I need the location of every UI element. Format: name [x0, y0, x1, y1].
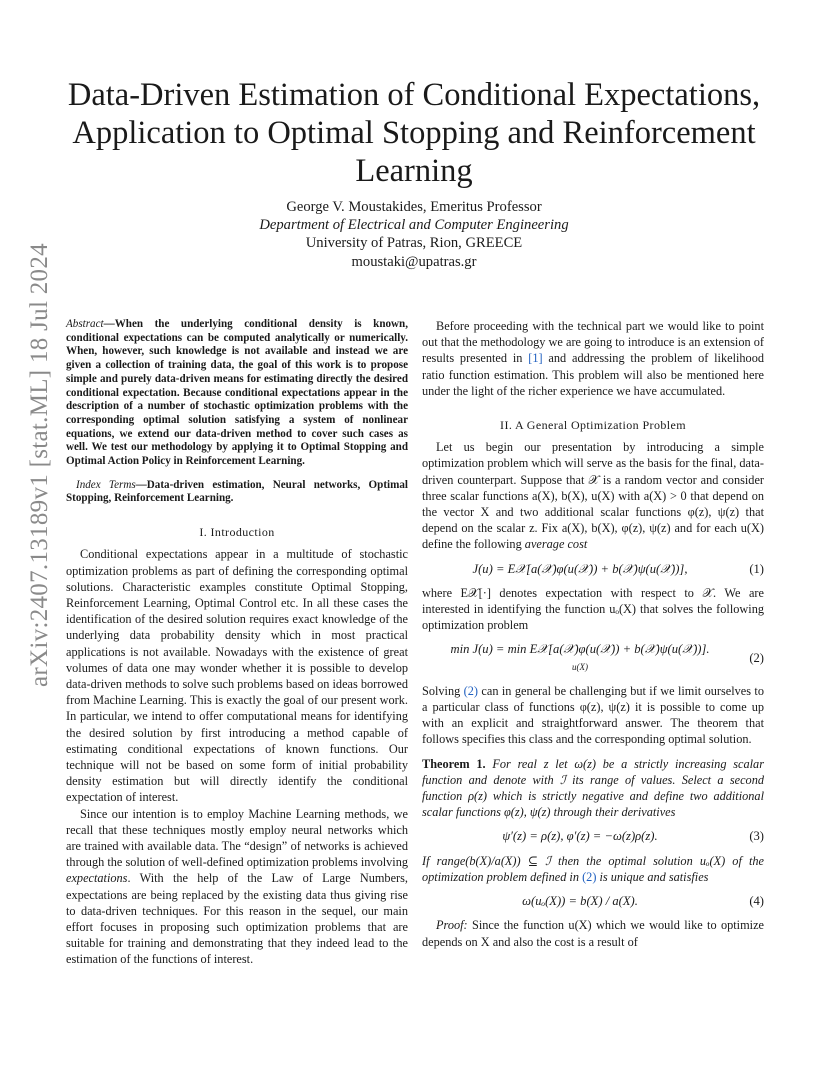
abstract-text: —When the underlying conditional density is known, conditional expectations can be computed analytically or numerically. When, however, such knowledge is not available and instead we are given a collection of training data, the goal of this work is to propose simple and purely data-driven means for estimating directly the desired conditional expectation. Because conditional expectations appear in the description of a number of stochastic optimization problems with the corresponding optimal solution satisfying a system of nonlinear equations, we extend our data-driven method to cover such cases as well. We test our methodology by applying it to Optimal Stopping and Optimal Action Policy in Reinforcement Learning.: [66, 318, 408, 468]
equation-4-body: ω(uₒ(X)) = b(X) / a(X).: [522, 894, 638, 909]
arxiv-identifier: arXiv:2407.13189v1 [stat.ML] 18 Jul 2024: [26, 243, 53, 687]
proof-paragraph: [422, 917, 764, 949]
theorem-cont-part-b: is unique and satisfies: [596, 869, 709, 884]
equation-2-text: min J(u) = min E𝒳[a(𝒳)φ(u(𝒳)) + b(𝒳)ψ(u(𝒳))].: [450, 642, 710, 657]
theorem-1-label: Theorem 1.: [422, 756, 486, 771]
right-p1-part-b: and addressing the problem of likelihood ratio function estimation. This problem will also be mentioned here under the light of the richer experience we have accumulated.: [422, 351, 765, 398]
author-department: Department of Electrical and Computer Engineering: [259, 217, 569, 234]
equation-3-body: ψ′(z) = ρ(z), φ′(z) = −ω(z)ρ(z).: [502, 829, 658, 844]
intro-p2-part-a: Since our intention is to employ Machine Learning methods, we recall that these techniques mostly employ neural networks which are trained with available data. The “design” of networks is achieved through the solution of well-defined optimization problems involving: [66, 806, 408, 870]
proof-label: Proof:: [436, 918, 468, 933]
index-terms: [66, 479, 408, 506]
abstract: [66, 318, 408, 469]
theorem-1-text: For real z let ω(z) be a strictly increasing scalar function and denote with ℐ its range of values. Select a second function ρ(z) which is strictly negative and define two additional scalar functions φ(z), ψ(z) through their derivatives: [422, 756, 764, 820]
section-heading-introduction: I. Introduction: [199, 525, 275, 540]
right-paragraph-3: where E𝒳[·] denotes expectation with respect to 𝒳. We are interested in identifying the function uₒ(X) that solves the following optimization problem: [422, 585, 764, 633]
equation-4: [422, 893, 764, 909]
index-terms-lead: Index Terms: [76, 478, 136, 491]
intro-paragraph-2: [66, 806, 408, 968]
right-p2-emphasis: average cost: [524, 537, 588, 552]
equation-3-number: (3): [749, 829, 764, 844]
theorem-1: [422, 756, 764, 821]
intro-p2-part-b: . With the help of the Law of Large Numbers, expectations are being replaced by the existing data thus giving rise to data-driven techniques. For this reason in the sequel, our main effort focuses in proposing such optimization problems that are suitable for training and demonstrating that they indeed lead to the estimation of the functions of interest.: [66, 871, 408, 967]
index-terms-text: —Data-driven estimation, Neural networks, Optimal Stopping, Reinforcement Learning.: [66, 478, 408, 505]
left-column: [66, 318, 408, 968]
right-p1-part-a: Before proceeding with the technical part we would like to point out that the methodology we are going to introduce is an extension of results presented in: [422, 319, 764, 366]
equation-1: [422, 561, 764, 577]
equation-reference-2b[interactable]: (2): [582, 869, 597, 884]
equation-2: [422, 641, 764, 674]
right-p4-part-a: Solving: [422, 683, 464, 698]
equation-4-number: (4): [749, 894, 764, 909]
equation-2-subscript: u(X): [572, 661, 588, 672]
right-paragraph-4: [422, 683, 764, 748]
equation-1-body: J(u) = E𝒳[a(𝒳)φ(u(𝒳)) + b(𝒳)ψ(u(𝒳))],: [472, 561, 688, 576]
equation-reference-2[interactable]: (2): [463, 683, 479, 698]
right-p2-text: Let us begin our presentation by introducing a simple optimization problem which will serve as the basis for the final, data-driven counterpart. Suppose that 𝒳 is a random vector and consider three scalar functions a(X), b(X), u(X) with a(X) > 0 that depend on the vector X and two additional scalar functions φ(z), ψ(z) that depend on the scalar z. Fix a(X), b(X), φ(z), ψ(z) and for each u(X) define the following: [422, 440, 764, 552]
theorem-1-continuation: [422, 853, 764, 885]
proof-text: Since the function u(X) which we would like to optimize depends on X and also the cost is a result of: [422, 918, 764, 949]
abstract-lead: Abstract: [66, 318, 104, 330]
author-block: [160, 198, 668, 271]
equation-3: [422, 828, 764, 844]
right-p4-part-b: can in general be challenging but if we limit ourselves to a particular class of functions φ(z), ψ(z) it is possible to come up with an explicit and straightforward answer. The theorem that follows specifies this class and the corresponding optimal solution.: [422, 683, 764, 747]
right-column: [422, 318, 764, 950]
section-heading-optimization: II. A General Optimization Problem: [500, 418, 686, 433]
right-paragraph-2: [422, 439, 764, 552]
theorem-cont-part-a: If range(b(X)/a(X)) ⊆ ℐ then the optimal solution uₒ(X) of the optimization problem defined in: [422, 853, 764, 884]
right-paragraph-1: [422, 318, 764, 399]
arxiv-sidebar-stamp: [22, 243, 58, 687]
author-email[interactable]: moustaki@upatras.gr: [351, 253, 477, 270]
citation-link-1[interactable]: [1]: [528, 351, 543, 366]
equation-1-number: (1): [749, 561, 764, 576]
equation-2-number: (2): [749, 651, 764, 666]
intro-p2-emphasis: expectations: [66, 871, 128, 886]
intro-paragraph-1: Conditional expectations appear in a multitude of stochastic optimization problems as part of defining the corresponding optimal solutions. Characteristic examples constitute Optimal Stopping, Reinforcement Learning, Optimal Control etc. In all these cases the identification of the desired solution requires exact knowledge of the underlying data probability density which in most practical applications is not available. Nowadays with the existence of great volumes of data one may wonder whether it is possible to develop data-driven methods to solve such problems based on ideas borrowed from Machine Learning. This is exactly the goal of our present work. In particular, we intend to offer computational means for identifying the desired solution by first introducing a method capable of estimating conditional expectations of known functions. Our technique will not be based on some form of initial probability density estimation but will directly identify the conditional expectation of interest.: [66, 547, 408, 805]
author-name: George V. Moustakides, Emeritus Professor: [286, 199, 542, 215]
paper-title: Data-Driven Estimation of Conditional Expectations, Application to Optimal Stopping and Reinforcement Learning: [67, 77, 761, 189]
equation-2-body: [422, 641, 738, 674]
author-university: University of Patras, Rion, GREECE: [305, 235, 523, 252]
